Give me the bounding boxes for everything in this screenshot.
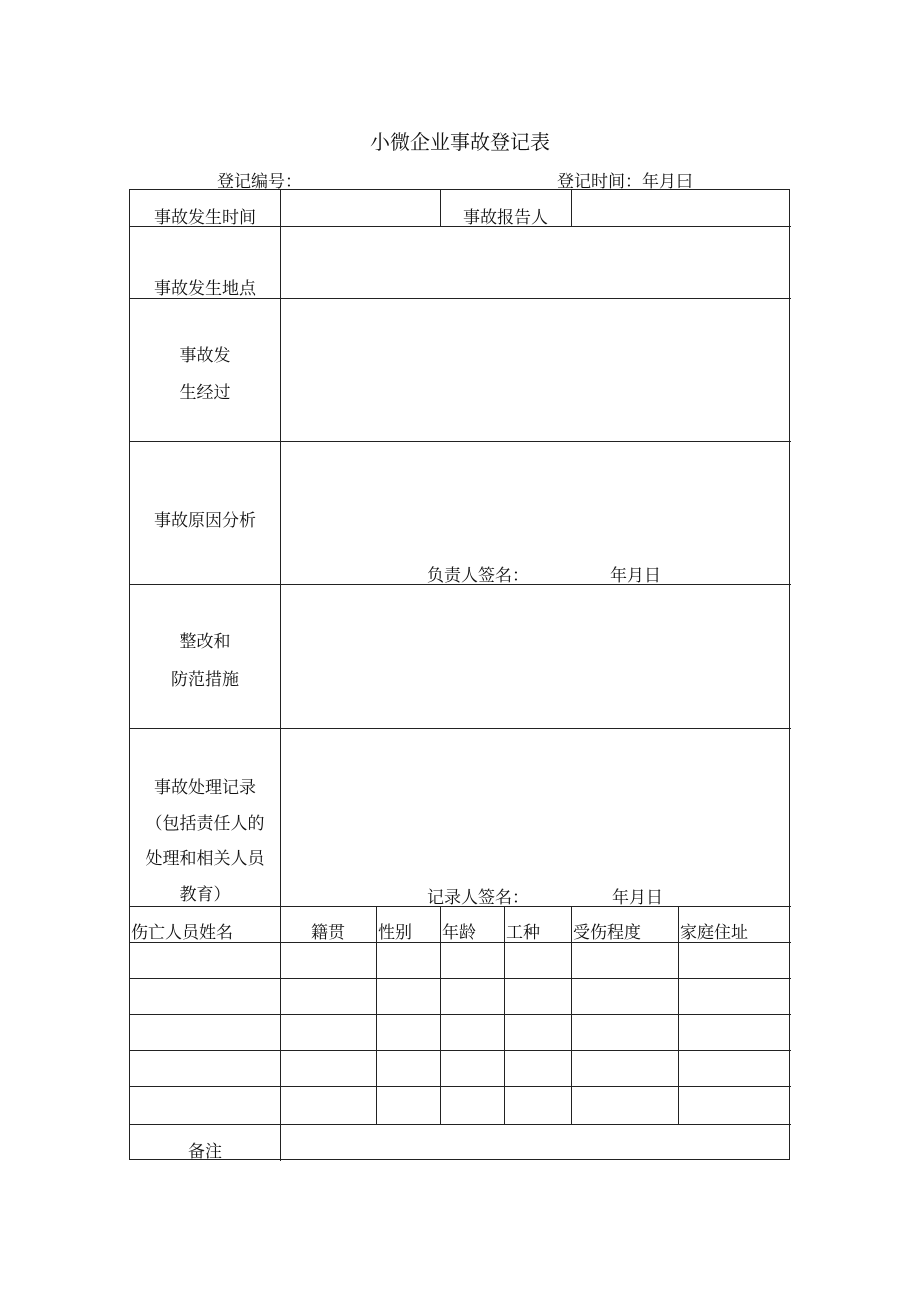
cause-signature-label: 负责人签名： [427,566,529,586]
accident-registration-table [129,189,790,1160]
rectification-label-line1: 整改和 [179,632,231,652]
page-title: 小微企业事故登记表 [370,130,550,154]
registration-number-label: 登记编号： [217,172,302,192]
casualty-header-gender: 性别 [378,923,412,943]
casualty-header-hometown: 籍贯 [311,923,345,943]
handling-signature-label: 记录人签名： [427,888,529,908]
remarks-field[interactable] [281,1125,790,1159]
remarks-label: 备注 [188,1142,222,1162]
cause-field[interactable] [281,442,790,557]
rectification-field[interactable] [281,585,790,727]
casualty-header-job: 工种 [506,923,540,943]
casualty-header-address: 家庭住址 [680,923,748,943]
handling-label-line2: （包括责任人的 [145,814,265,834]
occurrence-time-label: 事故发生时间 [154,208,256,228]
handling-field[interactable] [281,729,790,879]
location-label: 事故发生地点 [154,279,256,299]
handling-label-line4: 教育） [179,885,231,905]
location-field[interactable] [281,227,790,297]
casualty-header-age: 年龄 [442,923,476,943]
reporter-label: 事故报告人 [463,208,548,228]
casualty-row[interactable] [130,1051,790,1086]
registration-time-label: 登记时间：年月曰 [557,172,693,192]
casualty-row[interactable] [130,1087,790,1123]
rectification-label-line2: 防范措施 [171,670,239,690]
process-field[interactable] [281,299,790,440]
process-label-line2: 生经过 [179,383,231,403]
reporter-field[interactable] [572,190,790,225]
casualty-header-name: 伤亡人员姓名 [131,923,233,943]
occurrence-time-field[interactable] [281,190,439,225]
cause-date-label: 年月日 [610,566,661,586]
casualty-row[interactable] [130,979,790,1014]
cause-label: 事故原因分析 [154,511,256,531]
casualty-row[interactable] [130,943,790,978]
process-label-line1: 事故发 [179,346,231,366]
casualty-row[interactable] [130,1015,790,1050]
handling-date-label: 年月日 [612,888,663,908]
casualty-header-injury: 受伤程度 [573,923,641,943]
handling-label-line1: 事故处理记录 [154,778,256,798]
handling-label-line3: 处理和相关人员 [145,849,265,869]
